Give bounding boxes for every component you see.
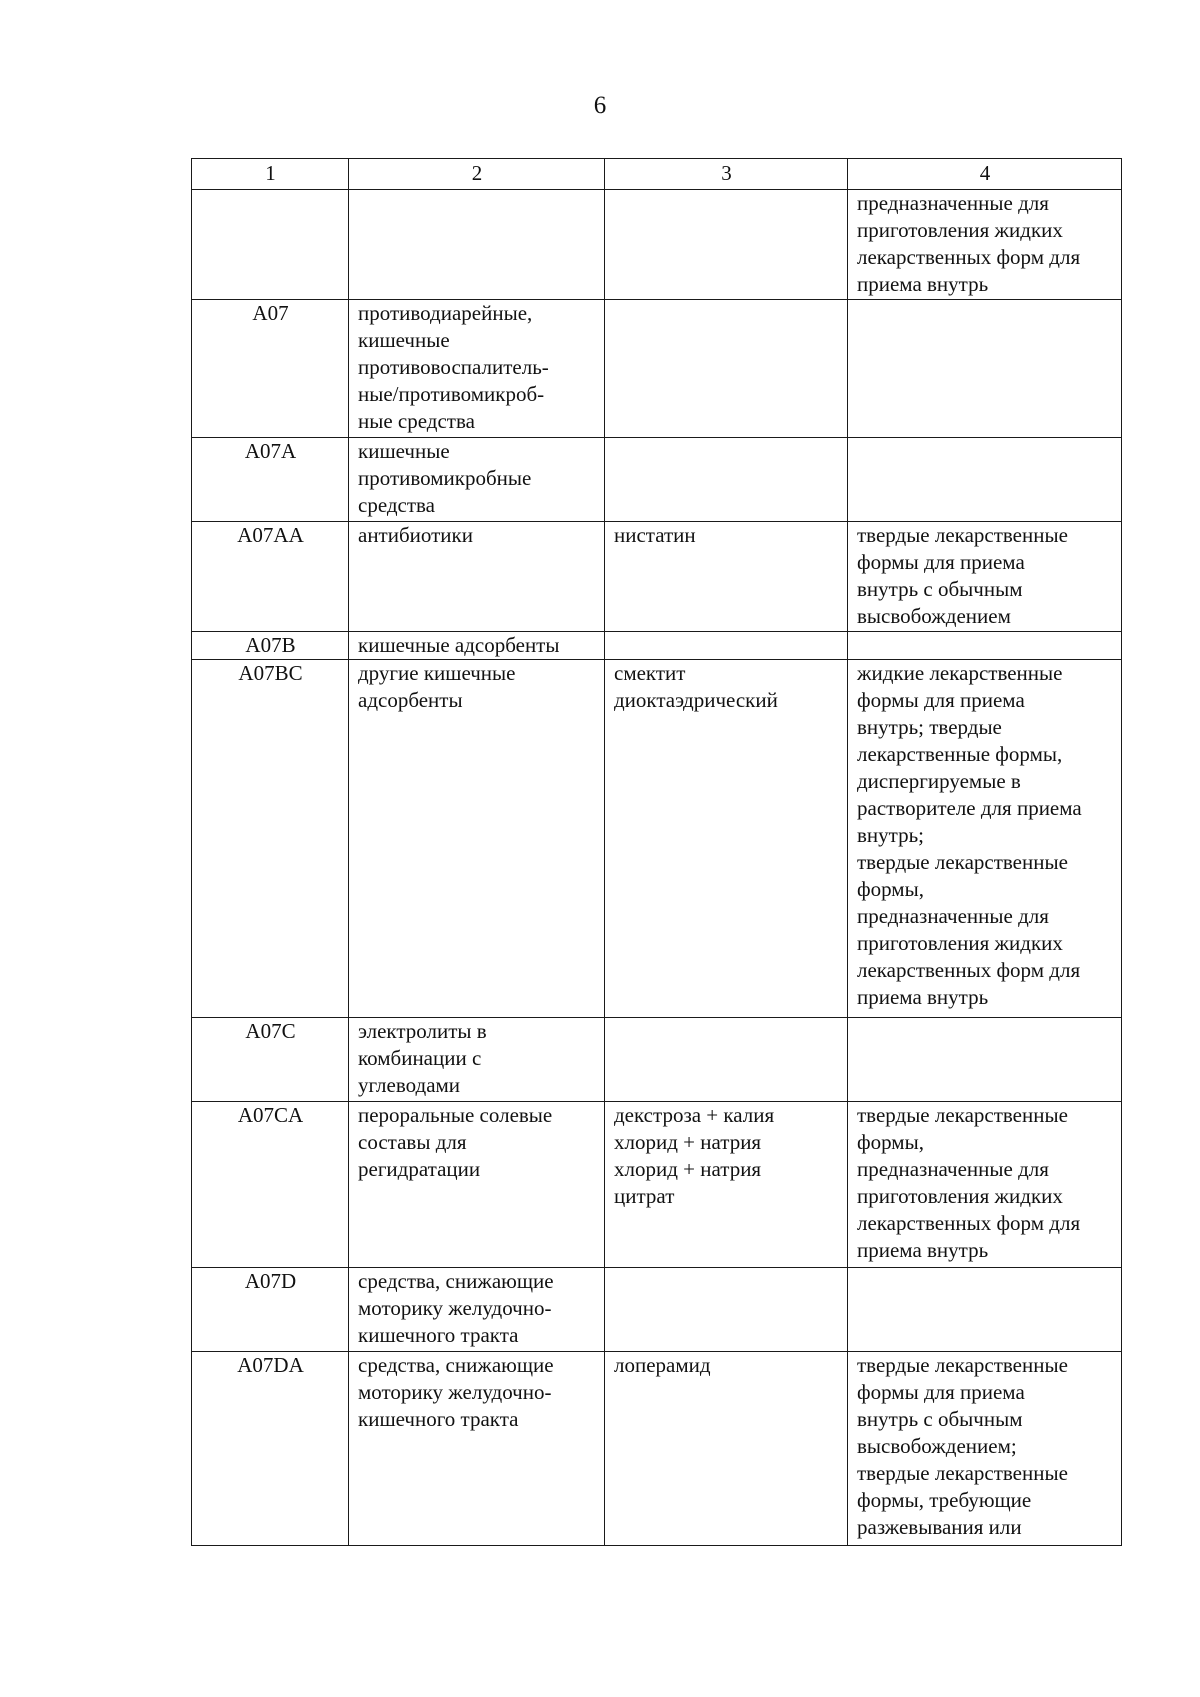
column-header-4: 4 — [848, 159, 1122, 190]
dosage-form-cell: жидкие лекарственные формы для приема внутрь; твердые лекарственные формы, диспергируемые в растворителе для приема внутрь; твердые лекарственные формы, предназначенные для приготовления жидких лекарственных форм для приема внутрь — [848, 660, 1122, 1018]
substance-cell — [605, 438, 848, 522]
atc-code-cell: A07BC — [192, 660, 349, 1018]
group-cell: антибиотики — [349, 522, 605, 632]
dosage-form-cell: твердые лекарственные формы, предназначенные для приготовления жидких лекарственных форм для приема внутрь — [848, 1102, 1122, 1268]
table-row — [192, 190, 1122, 300]
table-header-row — [192, 159, 1122, 190]
dosage-form-cell — [848, 632, 1122, 660]
atc-code-cell: A07AA — [192, 522, 349, 632]
table-row — [192, 1102, 1122, 1268]
group-cell: противодиарейные, кишечные противовоспалитель- ные/противомикроб- ные средства — [349, 300, 605, 438]
atc-code-cell: A07CA — [192, 1102, 349, 1268]
substance-cell — [605, 632, 848, 660]
atc-code-cell: A07D — [192, 1268, 349, 1352]
group-cell — [349, 190, 605, 300]
atc-code-cell: A07 — [192, 300, 349, 438]
dosage-form-cell: предназначенные для приготовления жидких лекарственных форм для приема внутрь — [848, 190, 1122, 300]
atc-code-cell: A07DA — [192, 1352, 349, 1546]
group-cell: кишечные адсорбенты — [349, 632, 605, 660]
group-cell: пероральные солевые составы для регидратации — [349, 1102, 605, 1268]
column-header-3: 3 — [605, 159, 848, 190]
table-row — [192, 632, 1122, 660]
substance-cell — [605, 190, 848, 300]
group-cell: другие кишечные адсорбенты — [349, 660, 605, 1018]
atc-code-cell — [192, 190, 349, 300]
substance-cell — [605, 1268, 848, 1352]
substance-cell: декстроза + калия хлорид + натрия хлорид + натрия цитрат — [605, 1102, 848, 1268]
substance-cell: нистатин — [605, 522, 848, 632]
dosage-form-cell — [848, 300, 1122, 438]
table-row — [192, 438, 1122, 522]
dosage-form-cell: твердые лекарственные формы для приема внутрь с обычным высвобождением — [848, 522, 1122, 632]
medication-table — [191, 158, 1122, 1546]
substance-cell — [605, 300, 848, 438]
table-row — [192, 1018, 1122, 1102]
page-number: 6 — [593, 92, 607, 119]
dosage-form-cell — [848, 1018, 1122, 1102]
group-cell: электролиты в комбинации с углеводами — [349, 1018, 605, 1102]
group-cell: средства, снижающие моторику желудочно- кишечного тракта — [349, 1352, 605, 1546]
table-row — [192, 522, 1122, 632]
table-row — [192, 300, 1122, 438]
substance-cell — [605, 1018, 848, 1102]
table-row — [192, 1352, 1122, 1546]
substance-cell: лоперамид — [605, 1352, 848, 1546]
dosage-form-cell — [848, 438, 1122, 522]
group-cell: кишечные противомикробные средства — [349, 438, 605, 522]
dosage-form-cell — [848, 1268, 1122, 1352]
table-row — [192, 660, 1122, 1018]
column-header-2: 2 — [349, 159, 605, 190]
substance-cell: смектит диоктаэдрический — [605, 660, 848, 1018]
dosage-form-cell: твердые лекарственные формы для приема внутрь с обычным высвобождением; твердые лекарственные формы, требующие разжевывания или — [848, 1352, 1122, 1546]
group-cell: средства, снижающие моторику желудочно- кишечного тракта — [349, 1268, 605, 1352]
column-header-1: 1 — [192, 159, 349, 190]
atc-code-cell: A07A — [192, 438, 349, 522]
atc-code-cell: A07C — [192, 1018, 349, 1102]
atc-code-cell: A07B — [192, 632, 349, 660]
table-row — [192, 1268, 1122, 1352]
